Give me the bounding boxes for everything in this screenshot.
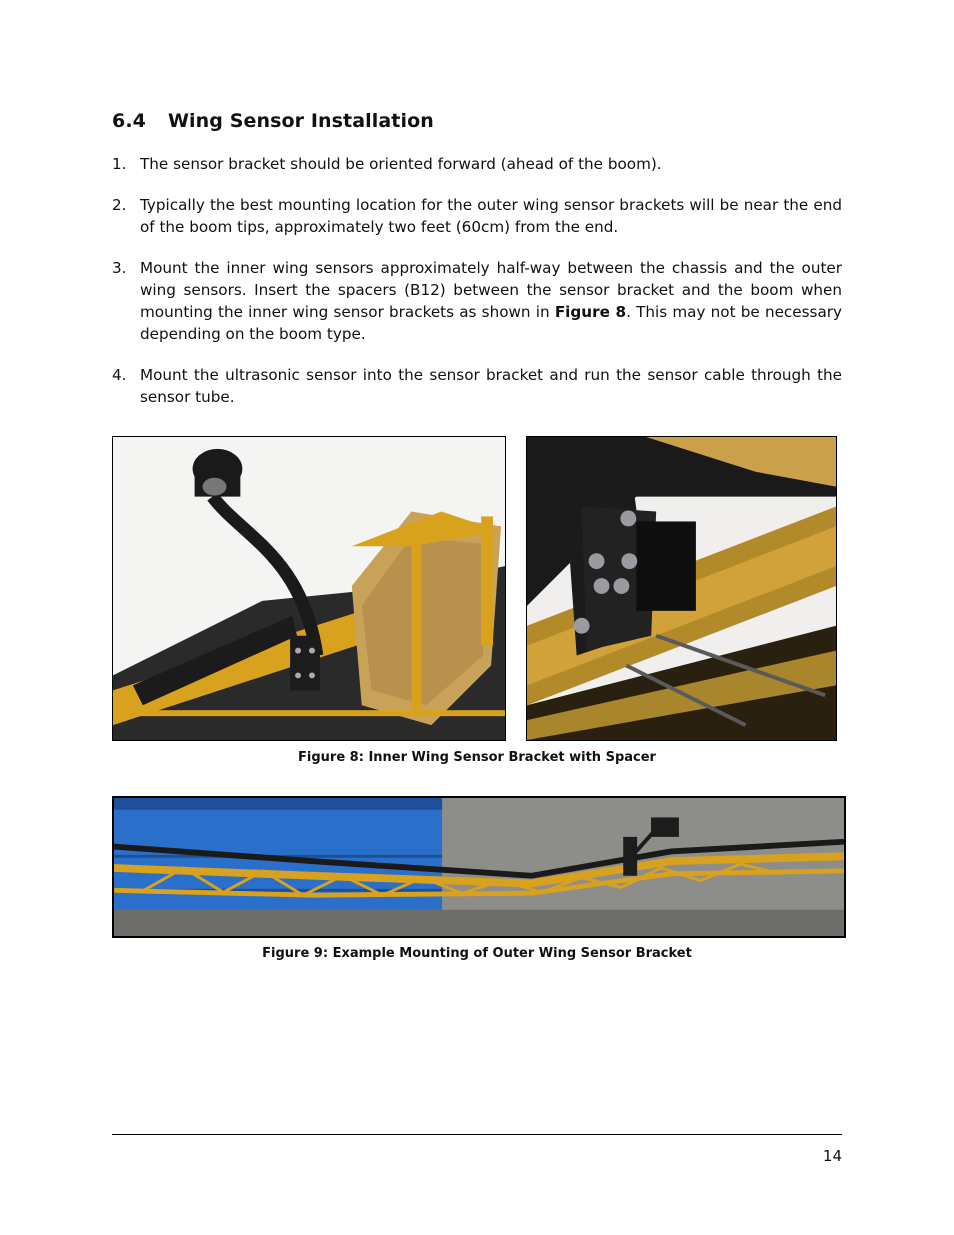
figure8-photo-left <box>112 436 506 741</box>
list-item <box>112 194 842 238</box>
step-number: 4. <box>112 366 127 384</box>
list-item <box>112 153 842 175</box>
step-text: Mount the inner wing sensors approximately half-way between the chassis and the outer wing sensors. Insert the spacers (B12) between the sensor bracket and the boom when mounting the inner wing sensor brackets as shown in Figure 8. This may not be necessary depending on the boom type. <box>140 259 842 343</box>
section-title: Wing Sensor Installation <box>168 110 434 132</box>
step-number: 3. <box>112 259 127 277</box>
page-number: 14 <box>822 1147 842 1165</box>
figure9-caption: Figure 9: Example Mounting of Outer Wing Sensor Bracket <box>262 946 692 961</box>
step-text: The sensor bracket should be oriented forward (ahead of the boom). <box>140 155 662 173</box>
figure8-caption: Figure 8: Inner Wing Sensor Bracket with Spacer <box>298 750 656 765</box>
section-number: 6.4 <box>112 110 146 132</box>
section-heading <box>112 110 434 132</box>
step-number: 2. <box>112 196 127 214</box>
step-text: Typically the best mounting location for the outer wing sensor brackets will be near the end of the boom tips, approximately two feet (60cm) from the end. <box>140 196 842 236</box>
instruction-list <box>112 153 842 427</box>
figure9-photo <box>112 796 846 938</box>
figure8-photo-right <box>526 436 837 741</box>
list-item <box>112 257 842 345</box>
list-item <box>112 364 842 408</box>
step-number: 1. <box>112 155 127 173</box>
footer-divider <box>112 1134 842 1135</box>
figure-reference: Figure 8 <box>554 303 627 321</box>
step-text: Mount the ultrasonic sensor into the sensor bracket and run the sensor cable through the sensor tube. <box>140 366 842 406</box>
